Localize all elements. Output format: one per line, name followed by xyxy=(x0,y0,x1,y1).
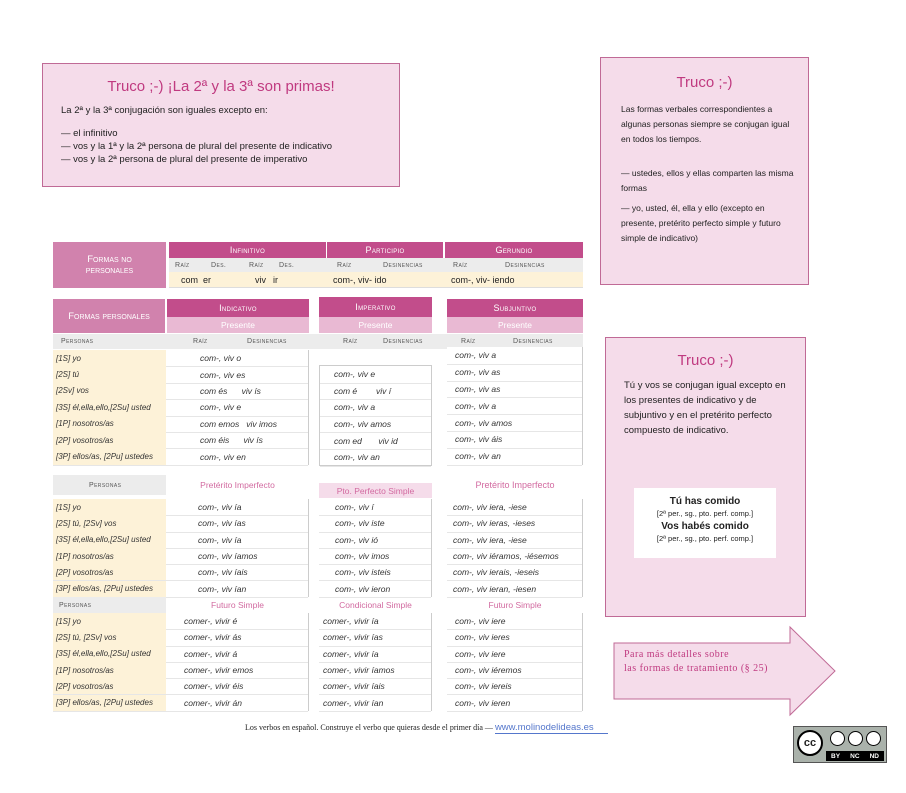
table-row xyxy=(53,499,166,516)
col-desinencias: Desinencias xyxy=(505,261,545,269)
table-row xyxy=(166,448,308,465)
cell: com-, viv- ido xyxy=(333,275,387,285)
cell: comer-, vivir án xyxy=(184,697,242,708)
tip-title: Truco ;-) ¡La 2ª y la 3ª son primas! xyxy=(107,78,335,95)
table-row xyxy=(319,515,431,532)
arrow-text: Para más detalles sobre xyxy=(624,649,730,660)
cc-icon: cc xyxy=(797,730,823,756)
table-row xyxy=(166,366,308,383)
cell: [3S] él,ella,ello,[2Su] usted xyxy=(56,535,151,545)
cell: [2S] tú, [2Sv] vos xyxy=(56,518,117,528)
col-desinencias: Desinencias xyxy=(383,261,423,269)
cell: comer-, vivir ás xyxy=(184,632,242,643)
cell: [1P] nosotros/as xyxy=(56,419,114,429)
cond-column xyxy=(319,613,432,711)
table-row xyxy=(447,662,582,679)
cell: com-, viv íamos xyxy=(198,551,258,562)
sub-fut-title: Futuro Simple xyxy=(488,600,542,610)
table-row xyxy=(447,581,582,598)
subjuntivo-header: Subjuntivo xyxy=(447,299,583,317)
col-raiz: Raíz xyxy=(193,338,208,345)
table-row xyxy=(53,646,166,663)
table-row xyxy=(447,515,582,532)
cell: com-, viv iste xyxy=(335,518,385,529)
table-row xyxy=(447,499,582,516)
table-row xyxy=(166,499,308,516)
cell: [3P] ellos/as, [2Pu] ustedes xyxy=(56,584,153,594)
sub-futuro-column xyxy=(447,613,583,711)
cell: [2P] vosotros/as xyxy=(56,681,114,691)
tip-paragraph: — yo, usted, él, ella y ello (excepto en presente, pretérito perfecto simple y futuro simple de indicativo) xyxy=(621,203,781,243)
col-raiz: Raíz xyxy=(343,338,358,345)
cell: com-, viv iere xyxy=(455,648,506,659)
cell: [3P] ellos/as, [2Pu] ustedes xyxy=(56,698,153,708)
participio-header: Participio xyxy=(327,242,443,258)
by-icon xyxy=(830,731,845,746)
table-row xyxy=(447,678,582,695)
table-row xyxy=(319,564,431,581)
tip-item: — vos y la 2ª persona de plural del presente de imperativo xyxy=(61,154,308,165)
table-row xyxy=(166,399,308,416)
personas-header xyxy=(53,475,166,495)
col-desinencias: Desinencias xyxy=(247,338,287,345)
cell: com-, viv ían xyxy=(198,583,247,594)
table-row xyxy=(447,364,582,382)
cc-license-badge[interactable] xyxy=(793,726,887,763)
ind-imperf-title: Pretérito Imperfecto xyxy=(200,480,275,490)
table-row xyxy=(166,613,308,630)
nc-label: NC xyxy=(850,752,860,760)
table-row xyxy=(166,548,308,565)
col-raiz: Raíz xyxy=(175,261,190,269)
cell: com-, viv í xyxy=(335,502,374,513)
cell: com-, viv as xyxy=(455,367,501,378)
cell: com-, viv e xyxy=(334,369,376,380)
col-personas: Personas xyxy=(61,338,94,345)
table-row xyxy=(166,350,308,367)
cell: com-, viv iéremos xyxy=(455,665,522,676)
cell: com-, viv ía xyxy=(198,502,242,513)
table-row xyxy=(447,532,582,549)
table-row xyxy=(53,448,166,465)
fut-title: Futuro Simple xyxy=(211,600,264,610)
table-row xyxy=(447,414,582,432)
table-row xyxy=(320,449,431,467)
example-sentence: Vos habés comido xyxy=(661,521,749,532)
table-row xyxy=(319,662,431,679)
cell: com-, viv imos xyxy=(335,551,390,562)
cell: [2Sv] vos xyxy=(56,386,89,396)
tip-title: Truco ;-) xyxy=(677,352,734,369)
table-row xyxy=(447,548,582,565)
by-label: BY xyxy=(831,752,841,760)
table-row xyxy=(320,416,431,434)
table-row xyxy=(447,431,582,449)
tip-paragraph: Tú y vos se conjugan igual excepto en los presentes de indicativo y de subjuntivo y en el pretérito perfecto compuesto de indicativo. xyxy=(624,380,786,436)
table-row xyxy=(53,564,166,581)
cell: ir xyxy=(273,275,278,285)
table-row xyxy=(447,695,582,712)
example-note: [2ª per., sg., pto. perf. comp.] xyxy=(656,509,754,518)
cell: com-, viv ierais, -ieseis xyxy=(453,567,539,578)
col-personas: Personas xyxy=(59,602,92,609)
col-raiz: Raíz xyxy=(461,338,476,345)
table-row xyxy=(319,548,431,565)
nd-icon xyxy=(866,731,881,746)
arrow-text: las formas de tratamiento (§ 25) xyxy=(624,663,769,674)
persons-column xyxy=(53,350,166,465)
cell: com-, viv ió xyxy=(335,534,378,545)
table-row xyxy=(53,383,166,400)
cell: [2S] tú, [2Sv] vos xyxy=(56,632,117,642)
tip-paragraph: Las formas verbales correspondientes a algunas personas siempre se conjugan igual en todos los tiempos. xyxy=(621,104,790,144)
table-row xyxy=(53,416,166,433)
cell: comer-, vivir emos xyxy=(184,665,254,676)
cell: com-, viv iereis xyxy=(455,681,512,692)
footer-text: Los verbos en español. Construye el verbo que quieras desde el primer día — xyxy=(245,723,493,732)
table-row xyxy=(166,678,308,695)
cell: [1S] yo xyxy=(56,616,81,626)
tip-title: Truco ;-) xyxy=(676,74,733,91)
table-row xyxy=(320,383,431,401)
table-row xyxy=(320,399,431,417)
table-row xyxy=(320,432,431,450)
gerundio-header: Gerundio xyxy=(445,242,583,258)
personal-label: Formas personales xyxy=(53,299,165,333)
table-row xyxy=(447,629,582,646)
table-row xyxy=(447,381,582,399)
table-row xyxy=(319,695,431,712)
cell: com-, viv iéramos, -iésemos xyxy=(453,551,559,562)
cell: com-, viv ieres xyxy=(455,632,510,643)
table-row xyxy=(166,646,308,663)
table-row xyxy=(447,564,582,581)
col-des: Des. xyxy=(211,261,227,269)
example-note: [2ª per., sg., pto. perf. comp.] xyxy=(656,534,754,543)
table-row xyxy=(53,366,166,383)
cell: com-, viv iere xyxy=(455,616,506,627)
table-row xyxy=(53,629,166,646)
table-row xyxy=(319,532,431,549)
table-row xyxy=(53,515,166,532)
nc-icon xyxy=(848,731,863,746)
col-raiz: Raíz xyxy=(337,261,352,269)
table-row xyxy=(53,695,166,712)
cell: com-, viv ieras, -ieses xyxy=(453,518,536,529)
tip-paragraph: — ustedes, ellos y ellas comparten las misma formas xyxy=(621,168,794,193)
cell: comer-, vivir éis xyxy=(184,681,244,692)
ind-futuro-column xyxy=(166,613,309,711)
cell: [3S] él,ella,ello,[2Su] usted xyxy=(56,649,151,659)
nonpersonal-label: Formas no personales xyxy=(53,242,166,288)
cell: com-, viv iera, -iese xyxy=(453,502,527,513)
table-row xyxy=(166,581,308,598)
cell: [1P] nosotros/as xyxy=(56,665,114,675)
cell: com é viv í xyxy=(334,385,392,396)
cell: com-, viv e xyxy=(200,402,242,413)
example-sentence: Tú has comido xyxy=(669,496,741,507)
cell: com-, viv isteis xyxy=(335,567,391,578)
cell: [1S] yo xyxy=(56,502,81,512)
cell: comer-, vivir ía xyxy=(323,616,379,627)
cell: er xyxy=(203,275,212,285)
table-row xyxy=(53,613,166,630)
table-row xyxy=(166,662,308,679)
sub-imperf-column xyxy=(447,499,583,597)
table-row xyxy=(319,581,431,598)
imp-presente-label: Presente xyxy=(319,317,432,333)
indicativo-header: Indicativo xyxy=(167,299,309,317)
cell: com-, viv as xyxy=(455,383,501,394)
cell: com-, viv a xyxy=(455,400,497,411)
more-details-arrow[interactable] xyxy=(612,625,837,717)
table-row xyxy=(53,532,166,549)
ind-imperf-column xyxy=(166,499,309,597)
example-box xyxy=(634,488,776,558)
table-row xyxy=(319,678,431,695)
nonpersonal-table xyxy=(53,242,583,288)
cond-title: Condicional Simple xyxy=(339,600,412,610)
imperativo-header: Imperativo xyxy=(319,297,432,317)
tip-box-primas xyxy=(42,63,400,187)
cell: com emos viv imos xyxy=(200,418,277,429)
cell: com-, viv a xyxy=(455,350,497,361)
cell: com-, viv amos xyxy=(455,417,513,428)
table-row xyxy=(166,515,308,532)
table-row xyxy=(166,383,308,400)
table-row xyxy=(166,564,308,581)
table-row xyxy=(166,416,308,433)
persons-column xyxy=(53,613,166,711)
tip-item: — vos y la 1ª y la 2ª persona de plural del presente de indicativo xyxy=(61,141,333,152)
table-row xyxy=(447,397,582,415)
imp-presente-column xyxy=(319,365,432,466)
license-strip xyxy=(826,751,884,761)
col-raiz: Raíz xyxy=(453,261,468,269)
table-row xyxy=(447,448,582,466)
cell: com-, viv iera, -iese xyxy=(453,534,527,545)
infinitivo-header: Infinitivo xyxy=(169,242,326,258)
col-personas: Personas xyxy=(89,481,122,489)
table-row xyxy=(320,366,431,384)
nonpersonal-values xyxy=(169,272,583,288)
cell: com-, viv an xyxy=(455,451,501,462)
personas-header xyxy=(53,597,166,614)
col-desinencias: Desinencias xyxy=(383,338,423,345)
sub-presente-label: Presente xyxy=(447,317,583,333)
tip-box-tu-vos xyxy=(605,337,806,617)
table-row xyxy=(166,432,308,449)
footer-link[interactable]: www.molinodelideas.es xyxy=(495,722,608,734)
table-row xyxy=(166,695,308,712)
footer xyxy=(245,722,665,733)
cell: com-, viv íais xyxy=(198,567,248,578)
cell: com és viv ís xyxy=(200,385,261,396)
persons-column xyxy=(53,499,166,597)
table-row xyxy=(319,646,431,663)
cell: com-, viv áis xyxy=(455,434,503,445)
cell: [2P] vosotros/as xyxy=(56,567,114,577)
table-row xyxy=(319,499,431,516)
tip-intro: La 2ª y la 3ª conjugación son iguales excepto en: xyxy=(61,105,268,116)
cell: comer-, vivir ía xyxy=(323,648,379,659)
cell: com xyxy=(181,275,199,285)
sub-presente-column xyxy=(447,347,583,465)
cell: [2S] tú xyxy=(56,370,80,380)
sub-imperf-title: Pretérito Imperfecto xyxy=(475,480,555,490)
col-desinencias: Desinencias xyxy=(513,338,553,345)
table-row xyxy=(166,532,308,549)
tip-item: — el infinitivo xyxy=(61,128,118,139)
ind-presente-label: Presente xyxy=(167,317,309,333)
cell: comer-, vivir ías xyxy=(323,632,383,643)
col-raiz: Raíz xyxy=(249,261,264,269)
cell: com-, viv ieren xyxy=(455,697,511,708)
cell: viv xyxy=(255,275,266,285)
col-des: Des. xyxy=(279,261,295,269)
cell: comer-, vivir á xyxy=(184,648,238,659)
tip-box-personas xyxy=(600,57,809,285)
nd-label: ND xyxy=(869,752,879,760)
cell: comer-, vivir íais xyxy=(323,681,385,692)
table-row xyxy=(447,646,582,663)
cell: com ed viv id xyxy=(334,435,398,446)
table-row xyxy=(319,629,431,646)
cell: com éis viv ís xyxy=(200,435,263,446)
cell: com-, viv o xyxy=(200,353,242,364)
ind-presente-column xyxy=(166,350,309,465)
table-row xyxy=(319,613,431,630)
table-row xyxy=(53,678,166,695)
cell: com-, viv en xyxy=(200,451,246,462)
cell: comer-, vivir íamos xyxy=(323,665,395,676)
ind-perf-column xyxy=(319,499,432,597)
cell: [1P] nosotros/as xyxy=(56,551,114,561)
cell: com-, viv ieron xyxy=(335,583,391,594)
cell: com-, viv ía xyxy=(198,534,242,545)
table-row xyxy=(53,432,166,449)
cell: com-, viv amos xyxy=(334,419,392,430)
table-row xyxy=(53,581,166,598)
table-row xyxy=(53,350,166,367)
table-row xyxy=(53,662,166,679)
cell: com-, viv es xyxy=(200,369,246,380)
cell: comer-, vivir ían xyxy=(323,697,384,708)
table-row xyxy=(447,613,582,630)
column-header xyxy=(169,258,583,272)
table-row xyxy=(53,399,166,416)
pto-perf-title: Pto. Perfecto Simple xyxy=(336,486,415,496)
cell: [3S] él,ella,ello,[2Su] usted xyxy=(56,402,151,412)
cell: comer-, vivir é xyxy=(184,616,238,627)
cell: com-, viv an xyxy=(334,452,380,463)
cell: com-, viv ieran, -iesen xyxy=(453,583,537,594)
cell: [1S] yo xyxy=(56,353,81,363)
cell: com-, viv ías xyxy=(198,518,246,529)
table-row xyxy=(166,629,308,646)
cell: com-, viv a xyxy=(334,402,376,413)
cell: com-, viv- iendo xyxy=(451,275,515,285)
table-row xyxy=(447,347,582,365)
cell: [2P] vosotros/as xyxy=(56,435,114,445)
cell: [3P] ellos/as, [2Pu] ustedes xyxy=(56,452,153,462)
table-row xyxy=(53,548,166,565)
